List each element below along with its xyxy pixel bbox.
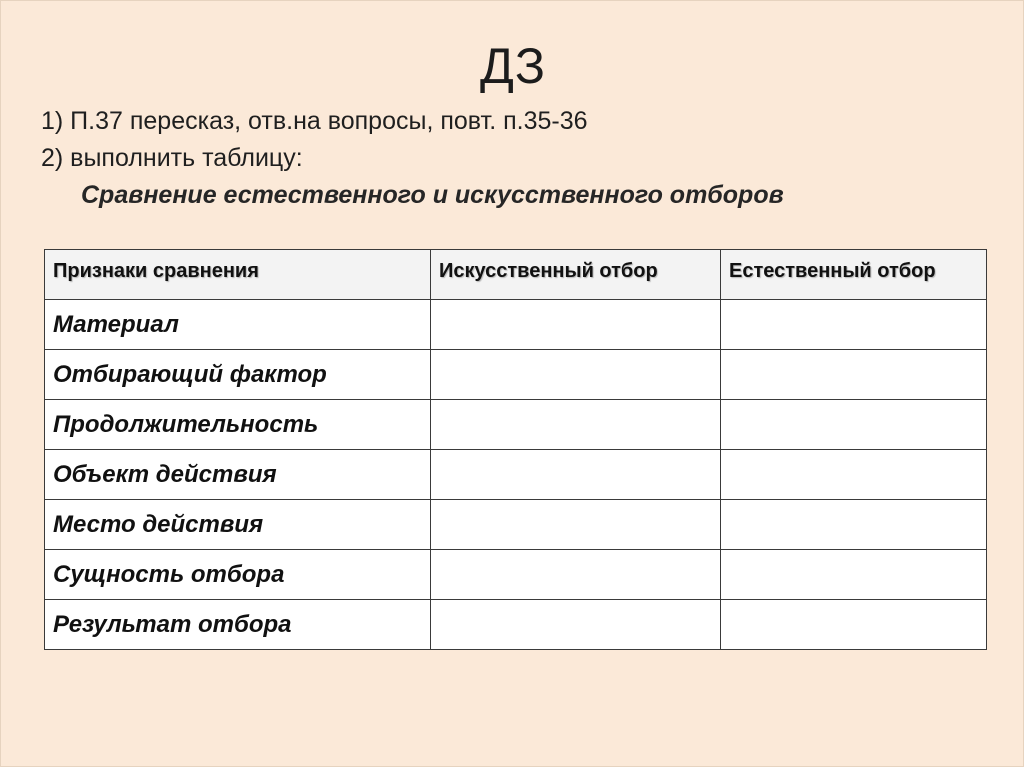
artificial-cell bbox=[431, 550, 721, 600]
table-subtitle: Сравнение естественного и искусственного отборов bbox=[81, 181, 784, 209]
artificial-cell bbox=[431, 300, 721, 350]
table-row bbox=[45, 450, 987, 500]
table-row bbox=[45, 300, 987, 350]
natural-cell bbox=[721, 400, 987, 450]
table-row bbox=[45, 500, 987, 550]
natural-cell bbox=[721, 300, 987, 350]
table-header-row bbox=[45, 250, 987, 300]
feature-cell: Отбирающий фактор bbox=[45, 350, 431, 400]
slide-title: ДЗ bbox=[479, 38, 547, 94]
table-row bbox=[45, 600, 987, 650]
header-artificial: Искусственный отбор bbox=[431, 250, 721, 300]
task-2: 2) выполнить таблицу: bbox=[41, 144, 303, 172]
artificial-cell bbox=[431, 450, 721, 500]
natural-cell bbox=[721, 350, 987, 400]
artificial-cell bbox=[431, 600, 721, 650]
natural-cell bbox=[721, 500, 987, 550]
natural-cell bbox=[721, 600, 987, 650]
table-row bbox=[45, 350, 987, 400]
feature-cell: Сущность отбора bbox=[45, 550, 431, 600]
comparison-table bbox=[44, 249, 987, 650]
header-natural: Естественный отбор bbox=[721, 250, 987, 300]
table-row bbox=[45, 400, 987, 450]
table-row bbox=[45, 550, 987, 600]
artificial-cell bbox=[431, 350, 721, 400]
header-features: Признаки сравнения bbox=[45, 250, 431, 300]
feature-cell: Материал bbox=[45, 300, 431, 350]
artificial-cell bbox=[431, 400, 721, 450]
natural-cell bbox=[721, 550, 987, 600]
feature-cell: Результат отбора bbox=[45, 600, 431, 650]
feature-cell: Продолжительность bbox=[45, 400, 431, 450]
feature-cell: Место действия bbox=[45, 500, 431, 550]
artificial-cell bbox=[431, 500, 721, 550]
feature-cell: Объект действия bbox=[45, 450, 431, 500]
task-1: 1) П.37 пересказ, отв.на вопросы, повт. п.35-36 bbox=[41, 107, 588, 135]
natural-cell bbox=[721, 450, 987, 500]
